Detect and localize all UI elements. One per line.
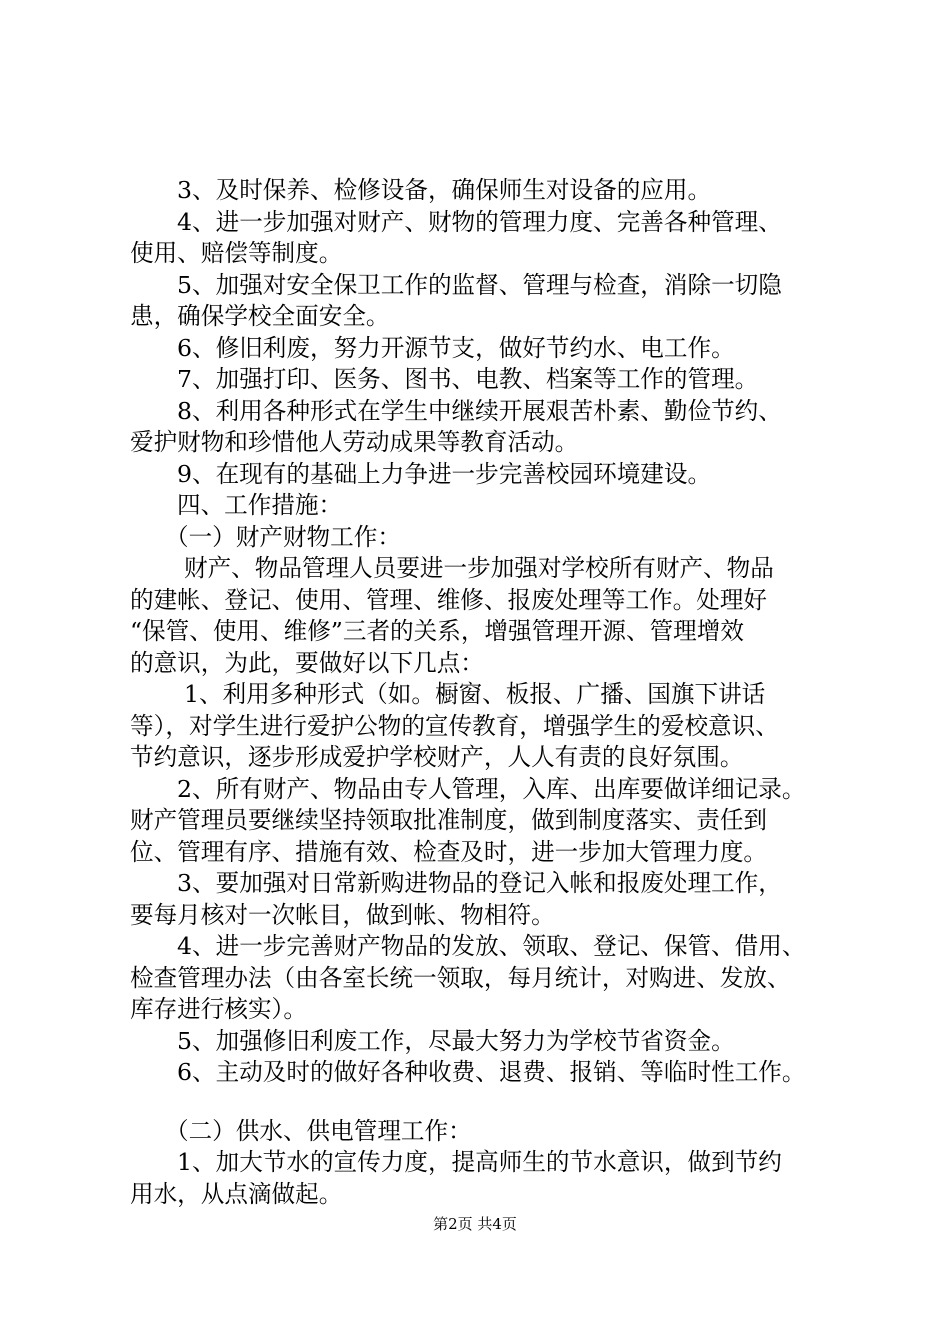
text-line: 检查管理办法（由各室长统一领取，每月统计，对购进、发放、 <box>130 963 791 992</box>
text-line: 使用、赔偿等制度。 <box>130 239 343 267</box>
text-line: 财产、物品管理人员要进一步加强对学校所有财产、物品 <box>184 554 774 582</box>
text-line: 3、要加强对日常新购进物品的登记入帐和报废处理工作， <box>177 869 782 897</box>
text-line: 8、利用各种形式在学生中继续开展艰苦朴素、勤俭节约、 <box>177 396 782 425</box>
text-line: 2、所有财产、物品由专人管理，入库、出库要做详细记录。 <box>177 774 806 803</box>
page-footer: 第2页 共4页 <box>433 1215 517 1233</box>
text-line: 的建帐、登记、使用、管理、维修、报废处理等工作。处理好 <box>130 585 768 614</box>
subsection-heading: （一）财产财物工作： <box>165 522 401 551</box>
text-line: 1、利用多种形式（如。橱窗、板报、广播、国旗下讲话 <box>184 680 766 708</box>
text-line: 3、及时保养、检修设备，确保师生对设备的应用。 <box>177 176 712 204</box>
paragraph-gap <box>130 1089 842 1116</box>
subsection-heading: （二）供水、供电管理工作： <box>165 1116 472 1145</box>
text-line: 5、加强对安全保卫工作的监督、管理与检查，消除一切隐 <box>177 270 782 299</box>
text-line: 4、进一步完善财产物品的发放、领取、登记、保管、借用、 <box>177 932 806 960</box>
text-line: 7、加强打印、医务、图书、电教、档案等工作的管理。 <box>177 365 759 393</box>
text-line: 爱护财物和珍惜他人劳动成果等教育活动。 <box>130 428 579 456</box>
text-line: 4、进一步加强对财产、财物的管理力度、完善各种管理、 <box>177 207 782 236</box>
text-line: 1、加大节水的宣传力度，提高师生的节水意识，做到节约 <box>177 1148 782 1176</box>
text-line: 财产管理员要继续坚持领取批准制度，做到制度落实、责任到 <box>130 806 768 834</box>
text-line: 6、主动及时的做好各种收费、退费、报销、等临时性工作。 <box>177 1058 806 1086</box>
text-line: 位、管理有序、措施有效、检查及时，进一步加大管理力度。 <box>130 837 768 866</box>
text-line: 的意识，为此，要做好以下几点： <box>130 648 484 677</box>
section-heading: 四、工作措施： <box>177 491 343 519</box>
text-line: 库存进行核实）。 <box>130 995 307 1023</box>
document-body <box>130 175 842 1210</box>
text-line: 等），对学生进行爱护公物的宣传教育，增强学生的爱校意识、 <box>130 711 779 740</box>
text-line: 5、加强修旧利废工作，尽最大努力为学校节省资金。 <box>177 1026 735 1055</box>
text-line: 要每月核对一次帐目，做到帐、物相符。 <box>130 900 555 929</box>
text-line: 患，确保学校全面安全。 <box>130 302 390 330</box>
text-line: 用水，从点滴做起。 <box>130 1179 343 1208</box>
text-line: 6、修旧利废，努力开源节支，做好节约水、电工作。 <box>177 333 735 362</box>
text-line: “保管、使用、维修”三者的关系，增强管理开源、管理增效 <box>130 617 744 645</box>
text-line: 节约意识，逐步形成爱护学校财产，人人有责的良好氛围。 <box>130 743 744 771</box>
text-line: 9、在现有的基础上力争进一步完善校园环境建设。 <box>177 459 712 488</box>
